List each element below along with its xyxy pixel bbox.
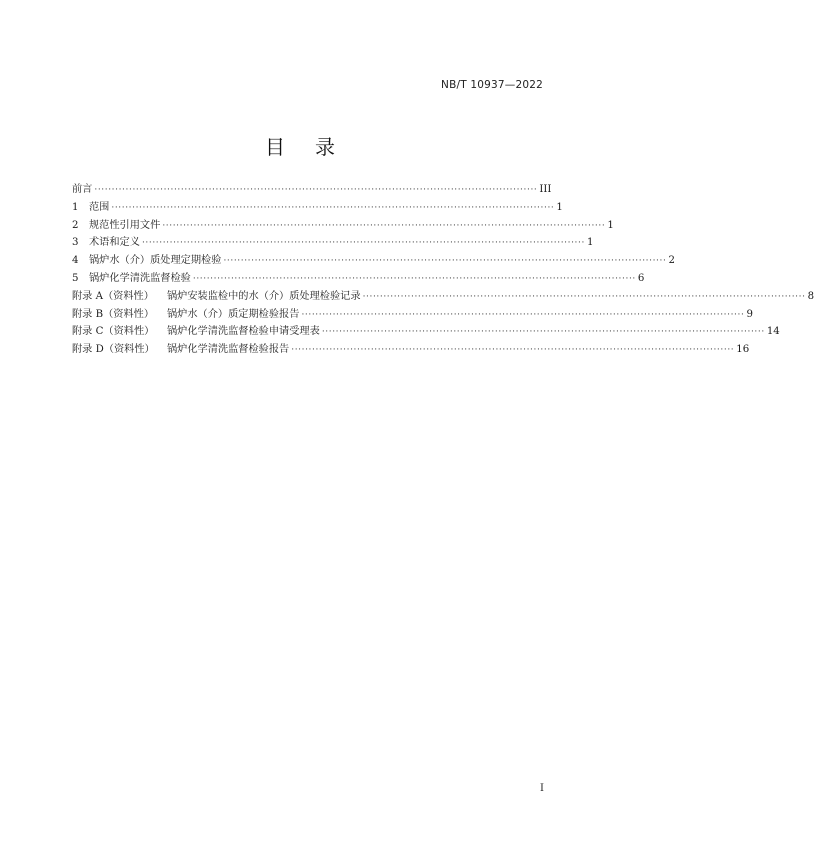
dot-leader: ································································································································ [111, 202, 555, 213]
dot-leader: ································································································································ [362, 291, 806, 302]
toc-entry-page: 1 [586, 237, 594, 249]
toc-entry-title: 锅炉化学清洗监督检验报告 [167, 344, 290, 356]
toc-entry-title: 锅炉安装监检中的水（介）质处理检验记录 [167, 290, 361, 302]
table-of-contents [72, 181, 814, 359]
toc-entry-title: 锅炉化学清洗监督检验 [89, 272, 191, 284]
toc-entry-2[interactable] [72, 217, 614, 235]
toc-entry-number: 2 [72, 219, 79, 231]
toc-entry-number: 5 [72, 272, 79, 284]
appendix-label: 附录 D（资料性） [72, 344, 155, 356]
toc-entry-page: III [539, 184, 552, 195]
toc-entry-title: 锅炉水（介）质定期检验报告 [167, 308, 300, 320]
toc-entry-5[interactable] [72, 270, 645, 288]
toc-entry-number: 1 [72, 201, 79, 213]
appendix-label: 附录 C（资料性） [72, 326, 155, 338]
toc-entry-title: 前言 [72, 184, 93, 195]
toc-entry-number: 4 [72, 255, 79, 267]
appendix-label: 附录 A（资料性） [72, 290, 154, 302]
toc-entry-title: 范围 [89, 201, 110, 213]
toc-entry-4[interactable] [72, 252, 675, 270]
page-title: 目录 [265, 135, 365, 159]
toc-entry-page: 1 [607, 219, 614, 231]
dot-leader: ································································································································ [291, 345, 735, 356]
dot-leader: ································································································································ [301, 309, 745, 320]
toc-entry-page: 1 [556, 201, 563, 213]
toc-entry-title: 锅炉水（介）质处理定期检验 [89, 255, 222, 267]
toc-entry-page: 2 [668, 255, 675, 267]
dot-leader: ································································································································ [141, 238, 585, 249]
toc-entry-1[interactable] [72, 199, 563, 217]
toc-entry-number: 3 [72, 237, 79, 249]
toc-entry-title: 术语和定义 [89, 237, 140, 249]
toc-appendix-d[interactable] [72, 341, 750, 359]
toc-entry-page: 9 [746, 308, 753, 320]
toc-entry-title: 锅炉化学清洗监督检验申请受理表 [167, 326, 320, 338]
dot-leader: ································································································································ [192, 273, 636, 284]
toc-appendix-c[interactable] [72, 323, 780, 341]
appendix-label: 附录 B（资料性） [72, 308, 155, 320]
toc-entry-3[interactable] [72, 234, 594, 252]
toc-entry-page: 6 [637, 272, 645, 284]
toc-entry-page: 8 [807, 290, 814, 302]
toc-entry-foreword[interactable] [72, 181, 552, 199]
dot-leader: ································································································································ [321, 327, 765, 338]
toc-appendix-a[interactable] [72, 288, 814, 306]
toc-entry-page: 14 [766, 326, 780, 338]
toc-entry-page: 16 [736, 344, 750, 356]
toc-appendix-b[interactable] [72, 306, 753, 324]
dot-leader: ································································································································ [162, 220, 606, 231]
toc-entry-title: 规范性引用文件 [89, 219, 161, 231]
dot-leader: ································································································································ [94, 185, 538, 195]
page-number: I [540, 783, 544, 794]
dot-leader: ································································································································ [223, 256, 667, 267]
standard-code: NB/T 10937—2022 [441, 79, 543, 91]
